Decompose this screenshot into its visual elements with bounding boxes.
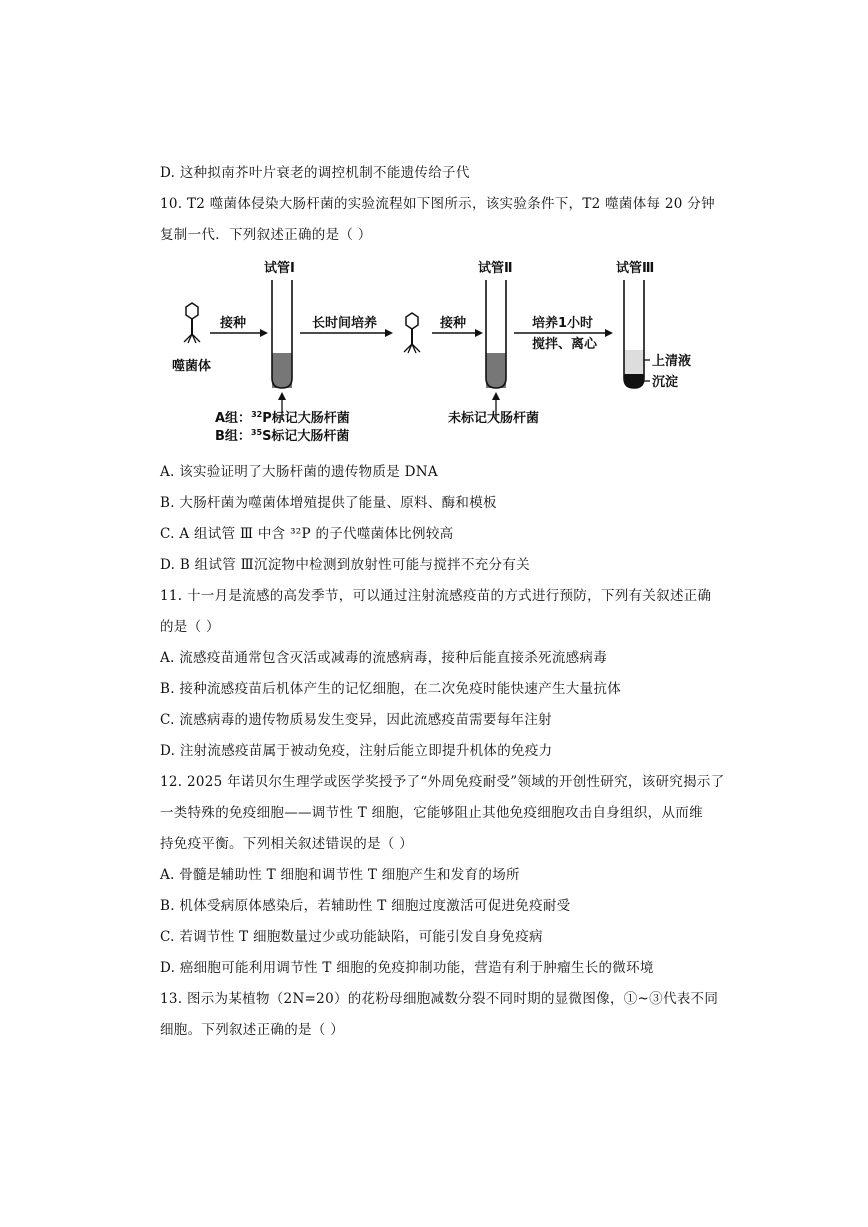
q12-option-c: C. 若调节性 T 细胞数量过少或功能缺陷，可能引发自身免疫病 [160, 929, 543, 945]
tube-1-label: 试管Ⅰ [264, 261, 295, 276]
q12-option-d: D. 癌细胞可能利用调节性 T 细胞的免疫抑制功能，营造有利于肿瘤生长的微环境 [160, 960, 654, 976]
q10-option-b: B. 大肠杆菌为噬菌体增殖提供了能量、原料、酶和模板 [160, 495, 497, 511]
tube-3 [624, 280, 644, 388]
culture-1h-label: 培养1小时 [532, 316, 594, 331]
q10-option-a: A. 该实验证明了大肠杆菌的遗传物质是 DNA [160, 464, 438, 480]
group-a-label: A组：$^{32}$P标记大肠杆菌 [215, 410, 350, 426]
inoculate-label-1: 接种 [220, 316, 247, 331]
phage-icon [184, 303, 200, 343]
q11-option-d: D. 注射流感疫苗属于被动免疫，注射后能立即提升机体的免疫力 [160, 743, 553, 759]
tube-2-label: 试管Ⅱ [478, 261, 513, 276]
q11-option-a: A. 流感疫苗通常包含灭活或减毒的流感病毒，接种后能直接杀死流感病毒 [160, 650, 608, 666]
question-11-stem: 11. 十一月是流感的高发季节，可以通过注射流感疫苗的方式进行预防，下列有关叙述正确 [160, 588, 712, 604]
q11-option-b: B. 接种流感疫苗后机体产生的记忆细胞，在二次免疫时能快速产生大量抗体 [160, 681, 622, 697]
q10-option-c: C. A 组试管 Ⅲ 中含 ³²P 的子代噬菌体比例较高 [160, 526, 454, 542]
question-10-stem-cont: 复制一代．下列叙述正确的是（ ） [160, 227, 372, 243]
q12-option-b: B. 机体受病原体感染后，若辅助性 T 细胞过度激活可促进免疫耐受 [160, 898, 571, 914]
option-d-q9: D. 这种拟南芥叶片衰老的调控机制不能遗传给子代 [160, 165, 470, 181]
question-11-stem-cont: 的是（ ） [160, 619, 220, 635]
stir-centrifuge-label: 搅拌、离心 [532, 337, 598, 352]
question-12-stem-cont: 一类特殊的免疫细胞——调节性 T 细胞，它能够阻止其他免疫细胞攻击自身组织，从而维 [160, 805, 703, 821]
question-13-stem: 13. 图示为某植物（2N=20）的花粉母细胞减数分裂不同时期的显微图像，①~③代表不同 [160, 991, 719, 1007]
phage-icon-2 [404, 313, 420, 353]
question-12-stem: 12. 2025 年诺贝尔生理学或医学奖授予了“外周免疫耐受”领域的开创性研究，该研究揭示了 [160, 774, 725, 790]
question-12-stem-cont-2: 持免疫平衡。下列相关叙述错误的是（ ） [160, 836, 413, 852]
group-b-label: B组：$^{35}$S标记大肠杆菌 [215, 428, 350, 444]
unlabeled-ecoli-label: 未标记大肠杆菌 [448, 411, 540, 426]
tube-1 [272, 280, 292, 388]
sediment-label: 沉淀 [652, 375, 679, 390]
tube-3-label: 试管Ⅲ [616, 261, 655, 276]
supernatant-label: 上清液 [652, 354, 692, 369]
question-13-stem-cont: 细胞。下列叙述正确的是（ ） [160, 1022, 344, 1038]
q11-option-c: C. 流感病毒的遗传物质易发生变异，因此流感疫苗需要每年注射 [160, 712, 552, 728]
phage-label: 噬菌体 [172, 359, 212, 374]
experiment-flow-diagram [160, 250, 720, 450]
q10-option-d: D. B 组试管 Ⅲ沉淀物中检测到放射性可能与搅拌不充分有关 [160, 557, 530, 573]
tube-2 [486, 280, 506, 388]
question-10-stem: 10. T2 噬菌体侵染大肠杆菌的实验流程如下图所示，该实验条件下，T2 噬菌体每 20 分钟 [160, 196, 715, 212]
inoculate-label-2: 接种 [440, 316, 467, 331]
q12-option-a: A. 骨髓是辅助性 T 细胞和调节性 T 细胞产生和发育的场所 [160, 867, 520, 883]
long-culture-label: 长时间培养 [312, 316, 378, 331]
